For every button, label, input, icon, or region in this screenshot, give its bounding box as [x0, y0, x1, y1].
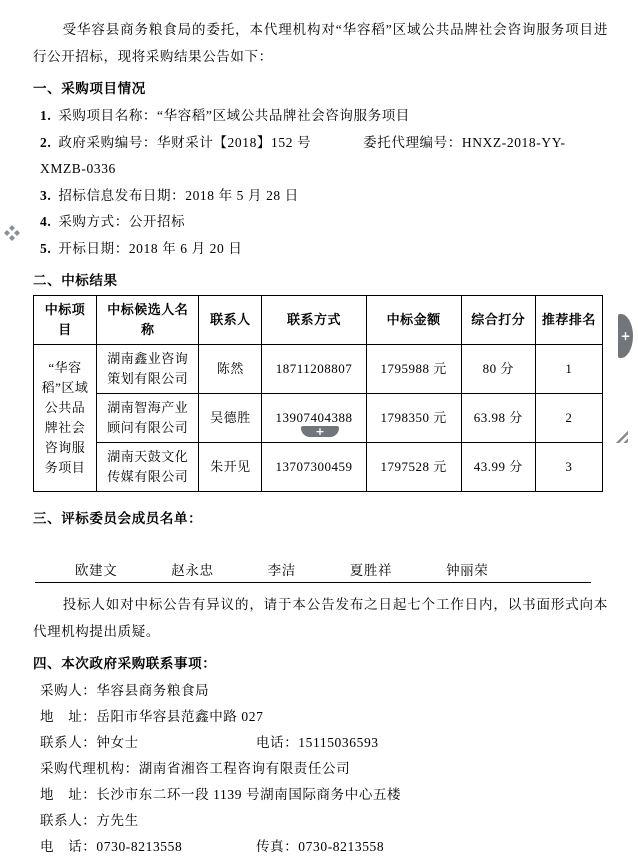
contact-text: 电 话：0730-8213558	[40, 839, 183, 854]
list-item	[33, 209, 608, 236]
committee-member: 赵永忠	[171, 563, 214, 578]
contact-line	[33, 782, 608, 808]
section3-heading: 三、评标委员会成员名单：	[33, 511, 203, 526]
table-move-icon[interactable]	[3, 224, 21, 242]
list-item	[33, 183, 608, 210]
section1-heading: 一、采购项目情况	[33, 81, 146, 96]
committee-names-line	[35, 557, 591, 583]
item-number: 1.	[40, 108, 52, 123]
contact-text: 联系人：方先生	[40, 813, 139, 828]
bid-results-table	[33, 295, 603, 492]
contact-text: 采购人：华容县商务粮食局	[40, 683, 210, 698]
rank-cell: 3	[535, 443, 602, 492]
contact-line	[33, 730, 608, 756]
score-cell: 63.98 分	[461, 394, 535, 443]
contact-text: 地 址：岳阳市华容县范鑫中路 027	[40, 709, 264, 724]
col-header-score: 综合打分	[461, 296, 535, 345]
table-row	[34, 345, 603, 394]
col-header-amount: 中标金额	[366, 296, 461, 345]
insert-row-button[interactable]	[301, 426, 339, 437]
rank-cell: 1	[535, 345, 602, 394]
company-cell: 湖南天鼓文化传媒有限公司	[97, 443, 199, 492]
committee-member: 李洁	[267, 563, 296, 578]
contact-text: 地 址：长沙市东二环一段 1139 号湖南国际商务中心五楼	[40, 787, 402, 802]
item-text: 招标信息发布日期：2018 年 5 月 28 日	[58, 187, 299, 203]
list-item	[33, 130, 608, 183]
item-text: 开标日期：2018 年 6 月 20 日	[58, 240, 243, 256]
list-item	[33, 103, 608, 130]
committee-member: 钟丽荣	[446, 563, 489, 578]
col-header-project: 中标项目	[34, 296, 97, 345]
col-header-company: 中标候选人名称	[97, 296, 199, 345]
item-number: 4.	[40, 214, 52, 229]
company-cell: 湖南鑫业咨询策划有限公司	[97, 345, 199, 394]
table-header-row	[34, 296, 603, 345]
company-cell: 湖南智海产业顾问有限公司	[97, 394, 199, 443]
contact-line	[33, 756, 608, 782]
item-number: 2.	[40, 134, 52, 150]
phone-cell: 13707300459	[262, 443, 366, 492]
contact-cell: 陈然	[199, 345, 262, 394]
section2-heading: 二、中标结果	[33, 273, 118, 288]
phone-cell: 13907404388	[262, 394, 366, 443]
insert-column-icon: +	[620, 329, 631, 343]
intro-paragraph: 受华容县商务粮食局的委托，本代理机构对“华容稻”区域公共品牌社会咨询服务项目进行公开招标，现将采购结果公告如下：	[33, 22, 608, 64]
phone-cell: 18711208807	[262, 345, 366, 394]
score-cell: 43.99 分	[461, 443, 535, 492]
committee-member: 夏胜祥	[349, 563, 393, 578]
contact-text-secondary: 电话：15115036593	[256, 735, 379, 750]
contact-text: 采购代理机构：湖南省湘咨工程咨询有限责任公司	[40, 761, 351, 776]
objection-paragraph: 投标人如对中标公告有异议的，请于本公告发布之日起七个工作日内，以书面形式向本代理机构提出质疑。	[33, 597, 608, 639]
rank-cell: 2	[535, 394, 602, 443]
contact-cell: 朱开见	[199, 443, 262, 492]
item-number: 3.	[40, 187, 52, 203]
section4-heading: 四、本次政府采购联系事项：	[33, 656, 217, 671]
list-item	[33, 236, 608, 263]
item-number: 5.	[40, 240, 52, 256]
contact-text-secondary: 传真：0730-8213558	[256, 839, 385, 854]
insert-row-icon: +	[315, 425, 325, 438]
contact-line	[33, 808, 608, 834]
item-text: 采购方式：公开招标	[58, 214, 186, 229]
contact-text: 联系人：钟女士	[40, 735, 139, 750]
item-text-secondary: 委托代理编号：HNXZ-2018-YY-XMZB-0336	[40, 134, 566, 176]
contact-line	[33, 678, 608, 704]
amount-cell: 1798350 元	[366, 394, 461, 443]
item-text: 政府采购编号：华财采计【2018】152 号	[58, 134, 312, 150]
contact-line	[33, 834, 608, 860]
col-header-contact: 联系人	[199, 296, 262, 345]
contact-line	[33, 704, 608, 730]
amount-cell: 1795988 元	[366, 345, 461, 394]
item-text: 采购项目名称：“华容稻”区域公共品牌社会咨询服务项目	[58, 108, 410, 123]
amount-cell: 1797528 元	[366, 443, 461, 492]
col-header-phone: 联系方式	[262, 296, 366, 345]
score-cell: 80 分	[461, 345, 535, 394]
contact-cell: 吴德胜	[199, 394, 262, 443]
table-row	[34, 443, 603, 492]
committee-member: 欧建文	[75, 563, 118, 578]
col-header-rank: 推荐排名	[535, 296, 602, 345]
project-name-cell: “华容稻”区域公共品牌社会咨询服务项目	[34, 345, 97, 492]
